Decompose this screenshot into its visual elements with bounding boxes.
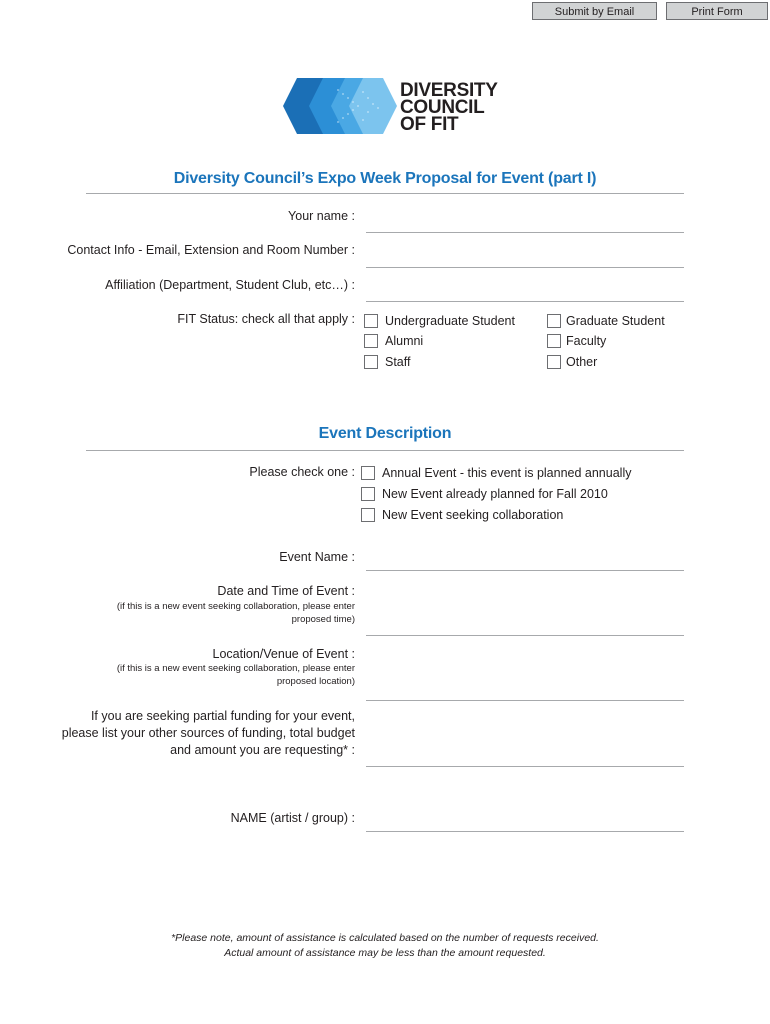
your-name-label: Your name : — [288, 209, 355, 223]
event-name-field[interactable] — [366, 543, 684, 571]
alumni-checkbox[interactable] — [364, 334, 378, 348]
new-event-collab-checkbox[interactable] — [361, 508, 375, 522]
annual-event-option-label: Annual Event - this event is planned annually — [382, 466, 632, 480]
location-hint-line-1: (if this is a new event seeking collaboration, please enter — [116, 663, 355, 674]
funding-label-line-1: If you are seeking partial funding for your event, — [90, 709, 355, 723]
location-label: Location/Venue of Event : — [212, 647, 355, 661]
date-time-hint-line-1: (if this is a new event seeking collaboration, please enter — [116, 601, 355, 612]
logo-line-2: COUNCIL — [400, 97, 485, 118]
alumni-option-label: Alumni — [385, 334, 424, 348]
event-name-label: Event Name : — [279, 550, 355, 564]
your-name-field[interactable] — [366, 205, 684, 233]
graduate-checkbox[interactable] — [547, 314, 561, 328]
event-description-heading: Event Description — [318, 425, 452, 442]
affiliation-label: Affiliation (Department, Student Club, etc…) : — [105, 278, 355, 292]
footer-note-line-1: *Please note, amount of assistance is calculated based on the number of requests received. — [171, 932, 599, 944]
diversity-council-logo — [283, 78, 398, 134]
affiliation-field[interactable] — [366, 274, 684, 302]
footer-note — [0, 931, 770, 961]
fit-status-label: FIT Status: check all that apply : — [177, 312, 355, 326]
contact-info-label: Contact Info - Email, Extension and Room Number : — [67, 243, 355, 257]
funding-label-line-2: please list your other sources of funding, total budget — [61, 726, 355, 740]
footer-note-line-2: Actual amount of assistance may be less than the amount requested. — [224, 947, 546, 959]
logo-wordmark — [400, 82, 498, 133]
annual-event-checkbox[interactable] — [361, 466, 375, 480]
undergraduate-option-label: Undergraduate Student — [385, 314, 515, 328]
staff-checkbox[interactable] — [364, 355, 378, 369]
new-event-planned-checkbox[interactable] — [361, 487, 375, 501]
logo-line-1: DIVERSITY — [400, 80, 498, 101]
contact-info-field[interactable] — [366, 240, 684, 268]
new-event-collab-option-label: New Event seeking collaboration — [382, 508, 564, 522]
funding-label — [62, 708, 355, 759]
artist-name-label: NAME (artist / group) : — [230, 811, 355, 825]
date-time-field[interactable] — [366, 581, 684, 636]
undergraduate-checkbox[interactable] — [364, 314, 378, 328]
date-time-hint — [117, 600, 355, 626]
logo-hexagon-graphic — [283, 78, 398, 134]
date-time-hint-line-2: proposed time) — [291, 614, 355, 625]
location-hint — [117, 662, 355, 688]
staff-option-label: Staff — [385, 355, 411, 369]
faculty-option-label: Faculty — [566, 334, 607, 348]
title-divider — [86, 193, 684, 194]
print-form-button[interactable]: Print Form — [666, 2, 768, 20]
faculty-checkbox[interactable] — [547, 334, 561, 348]
location-field[interactable] — [366, 645, 684, 701]
other-option-label: Other — [566, 355, 598, 369]
funding-label-line-3: and amount you are requesting* : — [170, 743, 355, 757]
logo-line-3: OF FIT — [400, 114, 459, 135]
please-check-one-label: Please check one : — [249, 465, 355, 479]
location-hint-line-2: proposed location) — [276, 676, 355, 687]
date-time-label: Date and Time of Event : — [217, 584, 355, 598]
other-checkbox[interactable] — [547, 355, 561, 369]
form-title: Diversity Council’s Expo Week Proposal for Event (part I) — [173, 170, 597, 187]
event-divider — [86, 450, 684, 451]
graduate-option-label: Graduate Student — [566, 314, 665, 328]
artist-name-field[interactable] — [366, 804, 684, 832]
funding-field[interactable] — [366, 707, 684, 767]
new-event-planned-option-label: New Event already planned for Fall 2010 — [382, 487, 608, 501]
submit-by-email-button[interactable]: Submit by Email — [532, 2, 657, 20]
